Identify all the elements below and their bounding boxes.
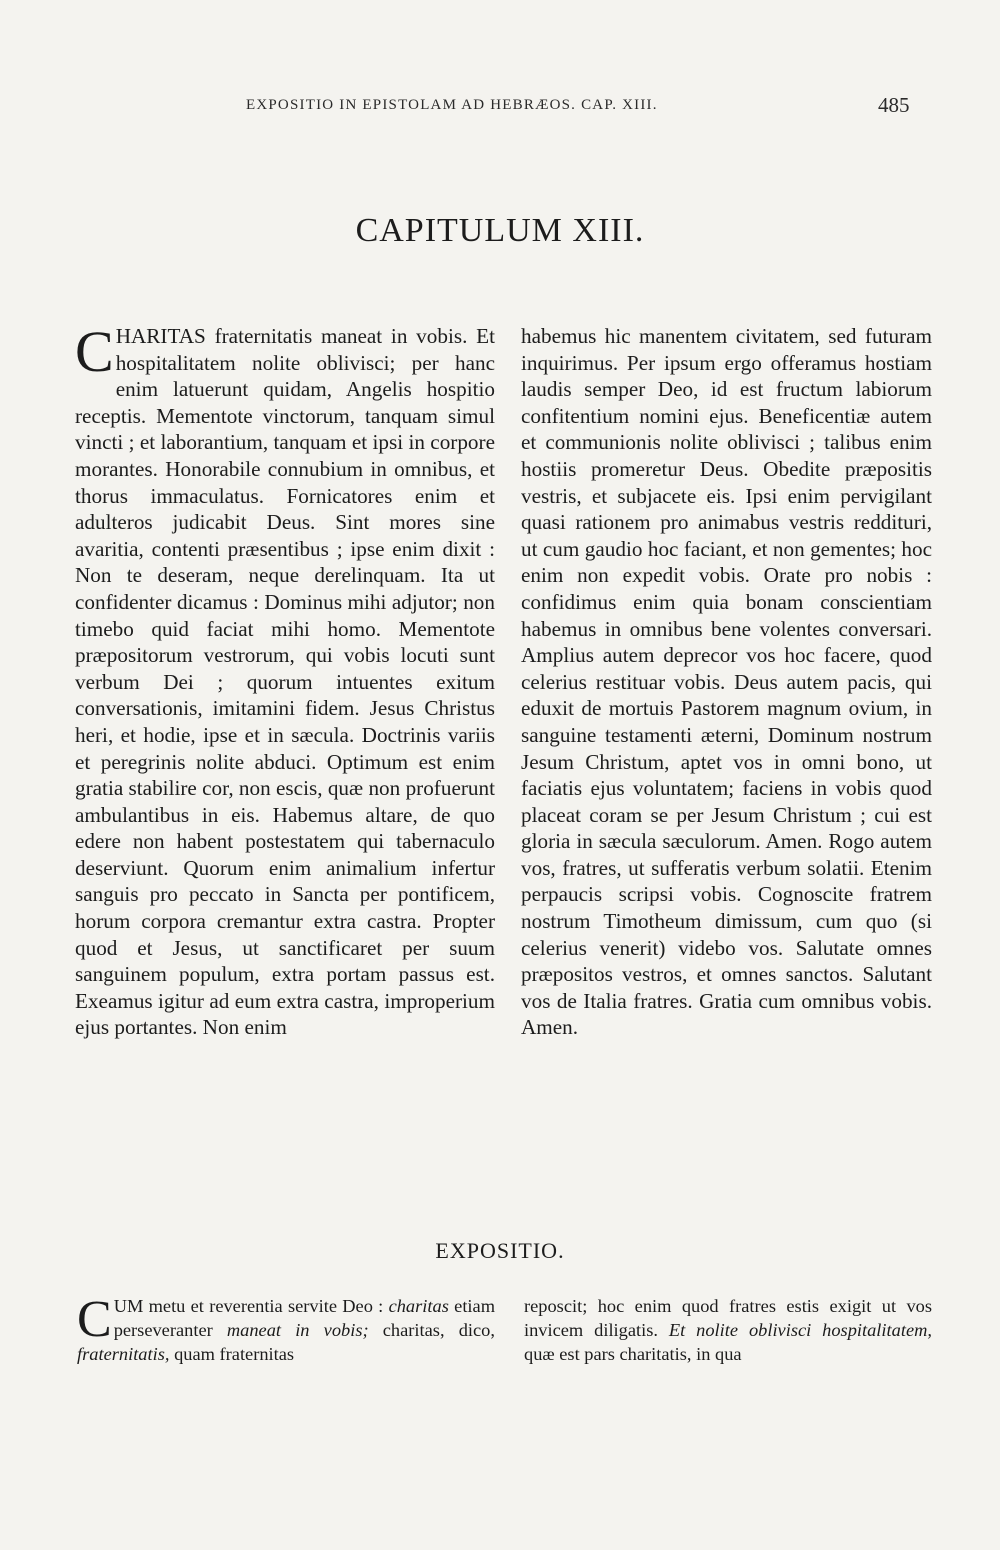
exposition-text: reposcit; hoc enim quod fratres estis exigit ut vos invicem diligatis. xyxy=(524,1296,932,1340)
exposition-column-right xyxy=(524,1294,932,1366)
page-number: 485 xyxy=(878,93,910,117)
exposition-text: UM metu et reverentia servite Deo : xyxy=(113,1296,389,1316)
exposition-column-left xyxy=(77,1291,495,1366)
exposition-italic: charitas xyxy=(388,1296,449,1316)
exposition-text: quæ est pars charitatis, in qua xyxy=(524,1344,742,1364)
chapter-title: CAPITULUM XIII. xyxy=(355,212,645,249)
section-title: EXPOSITIO. xyxy=(435,1238,565,1263)
exposition-italic: Et nolite oblivisci hospitalitatem, xyxy=(668,1320,932,1340)
running-head xyxy=(0,93,1000,117)
scripture-column-left xyxy=(75,319,495,1041)
drop-cap: C xyxy=(77,1291,112,1348)
running-title: EXPOSITIO IN EPISTOLAM AD HEBRÆOS. CAP. XIII. xyxy=(246,97,658,113)
scripture-column-right: habemus hic manentem civitatem, sed futuram inquirimus. Per ipsum ergo offeramus hostiam laudis semper Deo, id est fructum labiorum confitentium nomini ejus. Beneficentiæ autem et communionis nolite oblivisci ; talibus enim hostiis promeretur Deus. Obedite præpositis vestris, et subjacete eis. Ipsi enim pervigilant quasi rationem pro animabus vestris reddituri, ut cum gaudio hoc faciant, et non gementes; hoc enim non expedit vobis. Orate pro nobis : confidimus enim quia bonam conscientiam habemus in omnibus bene volentes conversari. Amplius autem deprecor vos hoc facere, quod celerius restituar vobis. Deus autem pacis, qui eduxit de mortuis Pastorem magnum ovium, in sanguine testamenti æterni, Dominum nostrum Jesum Christum, aptet vos in omni bono, ut faciatis ejus voluntatem; faciens in vobis quod placeat coram se per Jesum Christum ; cui est gloria in sæcula sæculorum. Amen. Rogo autem vos, fratres, ut sufferatis verbum solatii. Etenim perpaucis scripsi vobis. Cognoscite fratrem nostrum Timotheum dimissum, cum quo (si celerius venerit) videbo vos. Salutate omnes præpositos vestros, et omnes sanctos. Salutant vos de Italia fratres. Gratia cum omnibus vobis. Amen. xyxy=(521,324,932,1040)
drop-cap: C xyxy=(75,319,114,384)
exposition-text: etiam perseveranter xyxy=(113,1296,495,1340)
exposition-italic: fraternitatis, xyxy=(77,1344,170,1364)
scripture-text-left: HARITAS fraternitatis maneat in vobis. Et hospitalitatem nolite oblivisci; per hanc enim latuerunt quidam, Angelis hospitio receptis. Mementote vinctorum, tanquam simul vincti ; et laborantium, tanquam et ipsi in corpore morantes. Honorabile connubium in omnibus, et thorus immaculatus. Fornicatores enim et adulteros judicabit Deus. Sint mores sine avaritia, contenti præsentibus ; ipse enim dixit : Non te deseram, neque derelinquam. Ita ut confidenter dicamus : Dominus mihi adjutor; non timebo quid faciat mihi homo. Mementote præpositorum vestrorum, qui vobis locuti sunt verbum Dei ; quorum intuentes exitum conversationis, imitamini fidem. Jesus Christus heri, et hodie, ipse et in sæcula. Doctrinis variis et peregrinis nolite abduci. Optimum est enim gratia stabilire cor, non escis, quæ non profuerunt ambulantibus in eis. Habemus altare, de quo edere non habent postestatem qui tabernaculo deserviunt. Quorum enim animalium infertur sanguis pro peccato in Sancta per pontificem, horum corpora cremantur extra castra. Propter quod et Jesus, ut sanctificaret per suum sanguinem populum, extra portam passus est. Exeamus igitur ad eum extra castra, improperium ejus portantes. Non enim xyxy=(75,324,495,1040)
exposition-italic: maneat in vobis; xyxy=(226,1320,369,1340)
exposition-text: quam fraternitas xyxy=(169,1344,295,1364)
exposition-text: charitas, dico, xyxy=(368,1320,495,1340)
